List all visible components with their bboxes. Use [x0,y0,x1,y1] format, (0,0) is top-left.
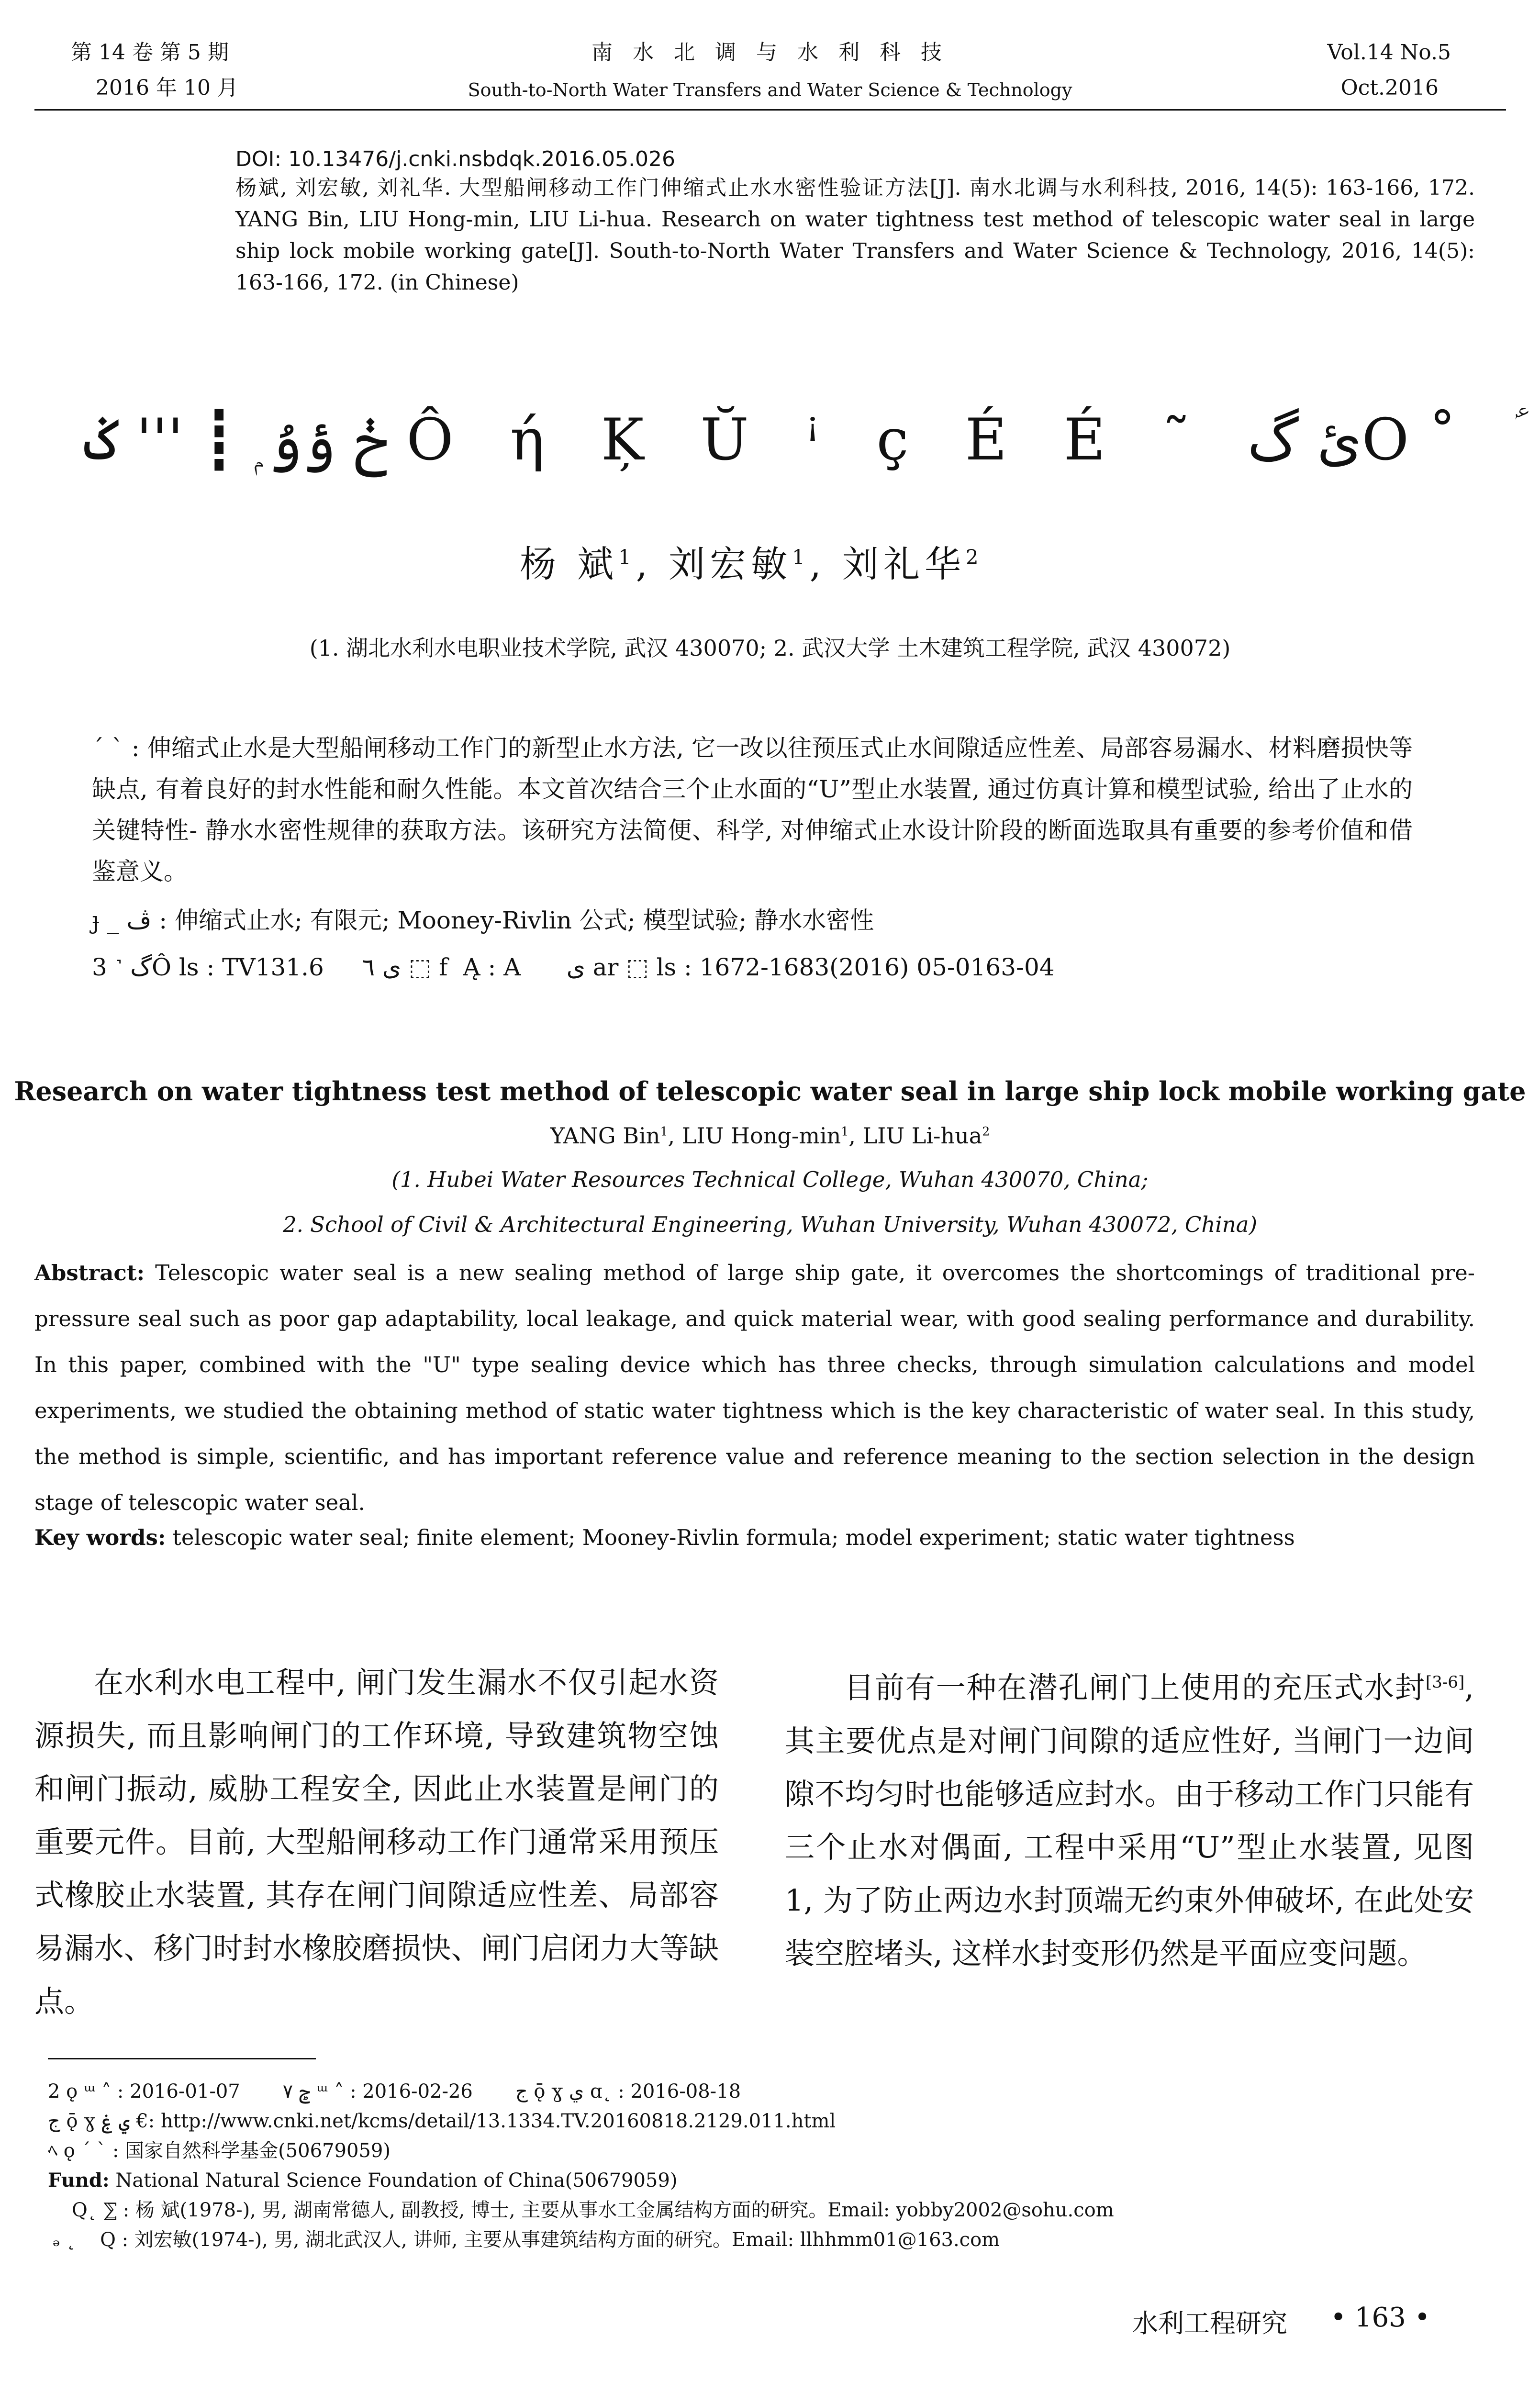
body-paragraph-2a: 目前有一种在潜孔闸门上使用的充压式水封 [844,1670,1426,1705]
journal-title-cn: 南 水 北 调 与 水 利 科 技 [591,40,949,65]
authors-cn [520,535,983,587]
affiliation-en-line2: 2. School of Civil & Architectural Engineering, Wuhan University, Wuhan 430072, China) [282,1212,1258,1237]
keywords-cn-text: 伸缩式止水; 有限元; Mooney-Rivlin 公式; 模型试验; 静水水密性 [175,906,874,934]
date-cn: 2016 年 10 月 [96,76,238,100]
affiliation-cn: (1. 湖北水利水电职业技术学院, 武汉 430070; 2. 武汉大学 土木建筑工程学院, 武汉 430072) [309,635,1231,661]
body-paragraph-1: 在水利水电工程中, 闸门发生漏水不仅引起水资源损失, 而且影响闸门的工作环境, 导致建筑物空蚀和闸门振动, 威胁工程安全, 因此止水装置是闸门的重要元件。目前, 大型船闸移动工作门通常采用预压式橡胶止水装置, 其存在闸门间隙适应性差、局部容易漏水、移门时封水橡胶磨损快、闸门启闭力大等缺点。 [34,1665,719,2019]
abstract-en [34,1250,1475,1526]
header-rule [34,109,1506,111]
keywords-en-text: telescopic water seal; finite element; Mooney-Rivlin formula; model experiment; static water tightness [172,1525,1295,1550]
footnote-rule [48,2058,316,2059]
author-en-3-sup: 2 [982,1124,990,1139]
author-en-1: YANG Bin [550,1123,660,1149]
author-cn-3: , 刘礼华 [809,543,966,585]
article-title-cn: ڂ ؤۇ ۭ ┋ ''' ݢ Ô ή Ķ Ŭ ꜞ ç É É ˜ ئ گO˚ ؑ [84,407,1514,473]
abstract-cn-text: 伸缩式止水是大型船闸移动工作门的新型止水方法, 它一改以往预压式止水间隙适应性差、局部容易漏水、材料磨损快等缺点, 有着良好的封水性能和耐久性能。本文首次结合三个止水面的“U”型止水装置, 通过仿真计算和模型试验, 给出了止水的关键特性- 静水水密性规律的获取方法。该研究方法简便、科学, 对伸缩式止水设计阶段的断面选取具有重要的参考价值和借鉴意义。 [92,734,1413,885]
author-en-2-sup: 1 [841,1124,849,1139]
volume-issue-cn: 第 14 卷 第 5 期 [71,40,229,65]
volume-issue-en: Vol.14 No.5 [1327,40,1451,65]
author-en-1-sup: 1 [660,1124,668,1139]
footnote-fund-en-label: Fund: [48,2169,110,2192]
affiliation-en-line1: (1. Hubei Water Resources Technical College, Wuhan 430070, China; [391,1167,1149,1192]
keywords-cn [92,900,874,941]
footnote-author-1: Q˛ ⅀ : 杨 斌(1978-), 男, 湖南常德人, 副教授, 博士, 主要从事水工金属结构方面的研究。Email: yobby2002@sohu.com [72,2199,1114,2221]
footnote-fund-en-text: National Natural Science Foundation of China(50679059) [115,2169,678,2192]
page-number: • 163 • [1330,2302,1430,2333]
author-en-3: , LIU Li-hua [848,1123,982,1149]
author-cn-1: 杨 斌 [520,543,619,585]
journal-title-en: South-to-North Water Transfers and Water Science & Technology [468,79,1072,101]
body-column-right [785,1656,1474,1980]
footer-section: 水利工程研究 [1132,2308,1287,2338]
abstract-cn-label: ˊ ˋ : [92,734,140,762]
author-cn-3-sup: 2 [966,545,983,569]
article-title-en: Research on water tightness test method of telescopic water seal in large ship lock mobile working gate [14,1076,1526,1107]
abstract-en-label: Abstract: [34,1260,145,1286]
footnote-online: ج ǭ ɣ ي ۼ €: http://www.cnki.net/kcms/detail/13.1334.TV.20160818.2129.011.html [48,2110,836,2132]
body-column-left [34,1656,719,2028]
classification-line: 3 ˺ گÔ ls : TV131.6 ى ٦ ⬚ f Ą : A ى ar ⬚ ls : 1672-1683(2016) 05-0163-04 [92,953,1055,981]
body-paragraph-2b: , 其主要优点是对闸门间隙的适应性好, 当闸门一边间隙不均匀时也能够适应封水。由于移动工作门只能有三个止水对偶面, 工程中采用“U”型止水装置, 见图 1, 为了防止两边水封顶端无约束外伸破坏, 在此处安装空腔堵头, 这样水封变形仍然是平面应变问题。 [785,1670,1474,1971]
citation-text: 杨斌, 刘宏敏, 刘礼华. 大型船闸移动工作门伸缩式止水水密性验证方法[J]. 南水北调与水利科技, 2016, 14(5): 163-166, 172. YANG Bin, LIU Hong-min, LIU Li-hua. Research on water tightness test method of telescopic water seal in large ship lock mobile working gate[J]. South-to-North Water Transfers and Water Science & Technology, 2016, 14(5): 163-166, 172. (in Chinese) [235,176,1475,295]
author-cn-1-sup: 1 [618,545,636,569]
authors-en [0,1123,1540,1149]
footnote-fund-cn: ﾍ ǫ ˊ ˋ : 国家自然科学基金(50679059) [48,2140,391,2162]
footnote-dates: 2 ǫ ᵚ ˄ : 2016-01-07 ݮ ٧ ᵚ ˄ : 2016-02-26 ج ǭ ɣ ي ɑ˛ : 2016-08-18 [48,2080,741,2102]
citation-ref: [3-6] [1425,1673,1465,1692]
abstract-cn [92,727,1413,892]
keywords-en [34,1525,1295,1550]
date-en: Oct.2016 [1340,76,1439,100]
keywords-en-label: Key words: [34,1525,166,1550]
footnote-author-2: ₔ ˛ Q : 刘宏敏(1974-), 男, 湖北武汉人, 讲师, 主要从事建筑结构方面的研究。Email: llhhmm01@163.com [53,2229,1000,2251]
author-cn-2: , 刘宏敏 [636,543,792,585]
doi: DOI: 10.13476/j.cnki.nsbdqk.2016.05.026 [235,147,676,171]
author-en-2: , LIU Hong-min [668,1123,841,1149]
abstract-en-text: Telescopic water seal is a new sealing method of large ship gate, it overcomes the shortcomings of traditional pre-pressure seal such as poor gap adaptability, local leakage, and quick material wear, with good sealing performance and durability. In this paper, combined with the "U" type sealing device which has three checks, through simulation calculations and model experiments, we studied the obtaining method of static water tightness which is the key characteristic of water seal. In this study, the method is simple, scientific, and has important reference value and reference meaning to the section selection in the design stage of telescopic water seal. [34,1260,1475,1515]
author-cn-2-sup: 1 [792,545,810,569]
footnote-fund-en [48,2165,677,2196]
keywords-cn-label: ɟ _ ﭪ : [92,906,167,934]
